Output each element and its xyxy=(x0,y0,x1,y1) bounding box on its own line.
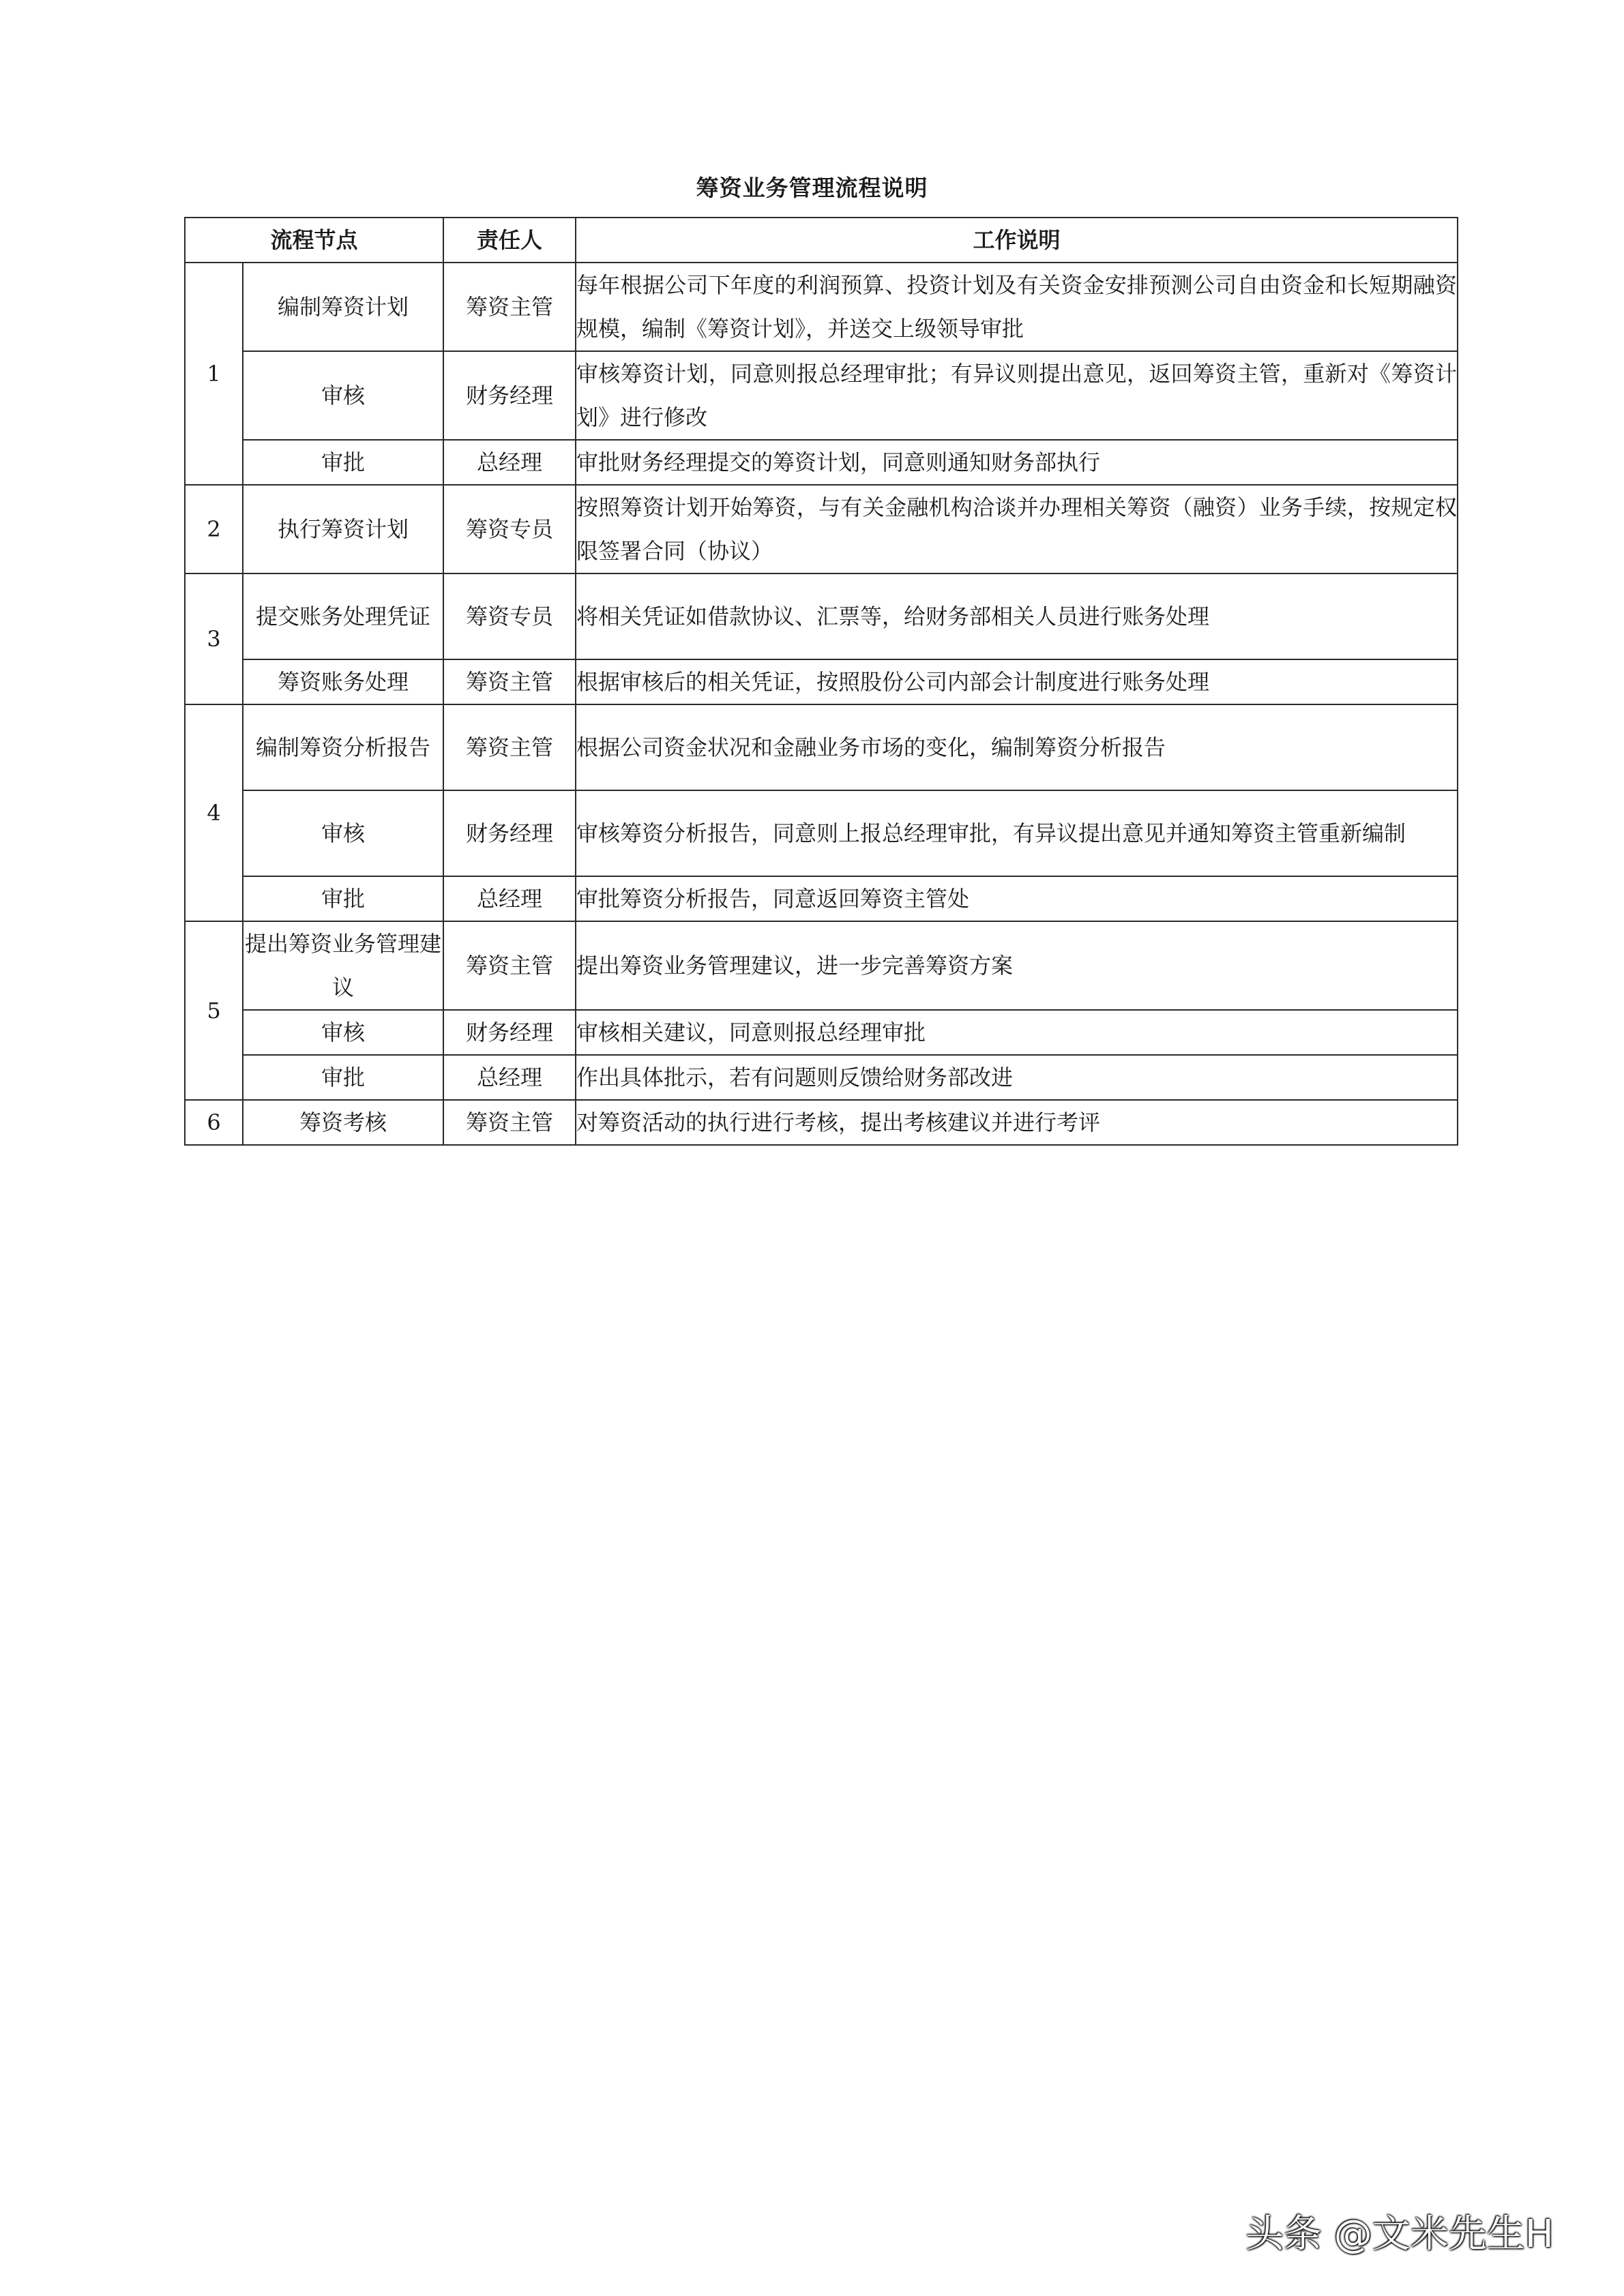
header-description: 工作说明 xyxy=(576,218,1458,263)
step-index: 3 xyxy=(185,573,243,704)
step-description: 根据公司资金状况和金融业务市场的变化，编制筹资分析报告 xyxy=(576,704,1458,790)
step-owner: 总经理 xyxy=(443,1055,576,1100)
step-node: 编制筹资分析报告 xyxy=(243,704,443,790)
step-owner: 筹资主管 xyxy=(443,659,576,704)
step-description: 对筹资活动的执行进行考核，提出考核建议并进行考评 xyxy=(576,1100,1458,1145)
step-description: 审批财务经理提交的筹资计划，同意则通知财务部执行 xyxy=(576,440,1458,485)
table-row xyxy=(185,790,1458,876)
step-index: 4 xyxy=(185,704,243,921)
table-row xyxy=(185,573,1458,659)
step-description: 作出具体批示，若有问题则反馈给财务部改进 xyxy=(576,1055,1458,1100)
step-owner: 总经理 xyxy=(443,440,576,485)
step-node: 审核 xyxy=(243,790,443,876)
table-row xyxy=(185,704,1458,790)
step-description: 根据审核后的相关凭证，按照股份公司内部会计制度进行账务处理 xyxy=(576,659,1458,704)
step-owner: 财务经理 xyxy=(443,351,576,440)
document-title: 筹资业务管理流程说明 xyxy=(696,175,928,201)
step-node: 审核 xyxy=(243,1010,443,1055)
step-owner: 财务经理 xyxy=(443,790,576,876)
step-description: 审核筹资计划，同意则报总经理审批；有异议则提出意见，返回筹资主管，重新对《筹资计划》进行修改 xyxy=(576,351,1458,440)
step-index: 5 xyxy=(185,921,243,1100)
step-node: 筹资账务处理 xyxy=(243,659,443,704)
step-description: 将相关凭证如借款协议、汇票等，给财务部相关人员进行账务处理 xyxy=(576,573,1458,659)
table-row xyxy=(185,1055,1458,1100)
step-node: 提出筹资业务管理建议 xyxy=(243,921,443,1010)
header-owner: 责任人 xyxy=(443,218,576,263)
table-row xyxy=(185,351,1458,440)
process-table xyxy=(184,217,1458,1146)
step-owner: 筹资主管 xyxy=(443,704,576,790)
step-owner: 总经理 xyxy=(443,876,576,921)
step-description: 每年根据公司下年度的利润预算、投资计划及有关资金安排预测公司自由资金和长短期融资规模，编制《筹资计划》，并送交上级领导审批 xyxy=(576,263,1458,351)
step-node: 执行筹资计划 xyxy=(243,485,443,573)
table-row xyxy=(185,659,1458,704)
table-row xyxy=(185,1100,1458,1145)
table-row xyxy=(185,1010,1458,1055)
watermark: 头条 @文米先生H xyxy=(1245,2212,1554,2256)
step-owner: 筹资专员 xyxy=(443,573,576,659)
step-description: 提出筹资业务管理建议，进一步完善筹资方案 xyxy=(576,921,1458,1010)
step-node: 编制筹资计划 xyxy=(243,263,443,351)
step-node: 筹资考核 xyxy=(243,1100,443,1145)
step-description: 审核筹资分析报告，同意则上报总经理审批，有异议提出意见并通知筹资主管重新编制 xyxy=(576,790,1458,876)
step-owner: 筹资主管 xyxy=(443,263,576,351)
step-node: 审批 xyxy=(243,440,443,485)
step-index: 2 xyxy=(185,485,243,573)
step-node: 审批 xyxy=(243,876,443,921)
step-node: 审批 xyxy=(243,1055,443,1100)
step-description: 审批筹资分析报告，同意返回筹资主管处 xyxy=(576,876,1458,921)
table-row xyxy=(185,876,1458,921)
step-node: 提交账务处理凭证 xyxy=(243,573,443,659)
table-row xyxy=(185,485,1458,573)
step-node: 审核 xyxy=(243,351,443,440)
table-row xyxy=(185,440,1458,485)
step-owner: 筹资主管 xyxy=(443,921,576,1010)
step-index: 6 xyxy=(185,1100,243,1145)
header-node: 流程节点 xyxy=(185,218,443,263)
table-row xyxy=(185,263,1458,351)
step-owner: 筹资主管 xyxy=(443,1100,576,1145)
step-index: 1 xyxy=(185,263,243,485)
step-owner: 财务经理 xyxy=(443,1010,576,1055)
step-description: 按照筹资计划开始筹资，与有关金融机构洽谈并办理相关筹资（融资）业务手续，按规定权限签署合同（协议） xyxy=(576,485,1458,573)
step-description: 审核相关建议，同意则报总经理审批 xyxy=(576,1010,1458,1055)
table-header-row xyxy=(185,218,1458,263)
step-owner: 筹资专员 xyxy=(443,485,576,573)
table-row xyxy=(185,921,1458,1010)
